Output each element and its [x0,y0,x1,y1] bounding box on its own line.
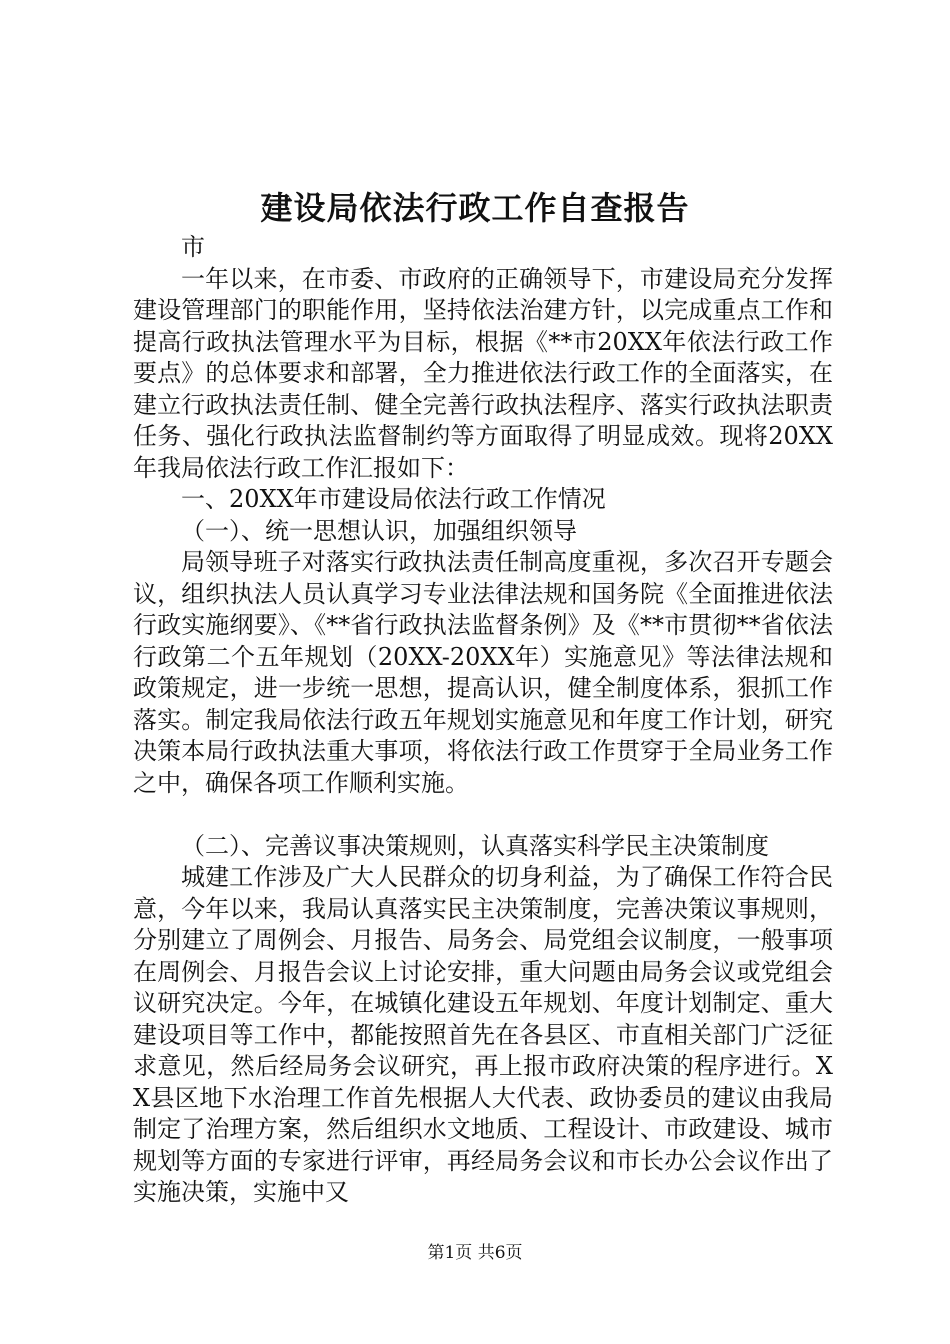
document-body [133,232,833,1209]
salutation: 市 [181,233,205,261]
paragraph-spacer [133,799,833,831]
body-paragraph: 局领导班子对落实行政执法责任制高度重视，多次召开专题会议，组织执法人员认真学习专业法律法规和国务院《全面推进依法行政实施纲要》、《**省行政执法监督条例》及《**市贯彻**省依法行政第二个五年规划（20XX-20XX年）实施意见》等法律法规和政策规定，进一步统一思想，提高认识，健全制度体系，狠抓工作落实。制定我局依法行政五年规划实施意见和年度工作计划，研究决策本局行政执法重大事项，将依法行政工作贯穿于全局业务工作之中，确保各项工作顺利实施。 [133,548,833,797]
body-paragraph: 城建工作涉及广大人民群众的切身利益，为了确保工作符合民意，今年以来，我局认真落实民主决策制度，完善决策议事规则，分别建立了周例会、月报告、局务会、局党组会议制度，一般事项在周例会、月报告会议上讨论安排，重大问题由局务会议或党组会议研究决定。今年，在城镇化建设五年规划、年度计划制定、重大建设项目等工作中，都能按照首先在各县区、市直相关部门广泛征求意见，然后经局务会议研究，再上报市政府决策的程序进行。XX县区地下水治理工作首先根据人大代表、政协委员的建议由我局制定了治理方案，然后组织水文地质、工程设计、市政建设、城市规划等方面的专家进行评审，再经局务会议和市长办公会议作出了实施决策，实施中又 [133,863,833,1206]
subsection-heading: （二）、完善议事决策规则，认真落实科学民主决策制度 [181,831,769,860]
page-footer: 第1页 共6页 [427,1243,523,1263]
subsection-heading: （一）、统一思想认识，加强组织领导 [181,516,577,545]
intro-paragraph: 一年以来，在市委、市政府的正确领导下，市建设局充分发挥建设管理部门的职能作用，坚持依法治建方针，以完成重点工作和提高行政执法管理水平为目标，根据《**市20XX年依法行政工作要点》的总体要求和部署，全力推进依法行政工作的全面落实，在建立行政执法责任制、健全完善行政执法程序、落实行政执法职责任务、强化行政执法监督制约等方面取得了明显成效。现将20XX年我局依法行政工作汇报如下： [133,264,833,482]
section-heading: 一、20XX年市建设局依法行政工作情况 [181,485,606,513]
document-title: 建设局依法行政工作自查报告 [260,189,690,227]
